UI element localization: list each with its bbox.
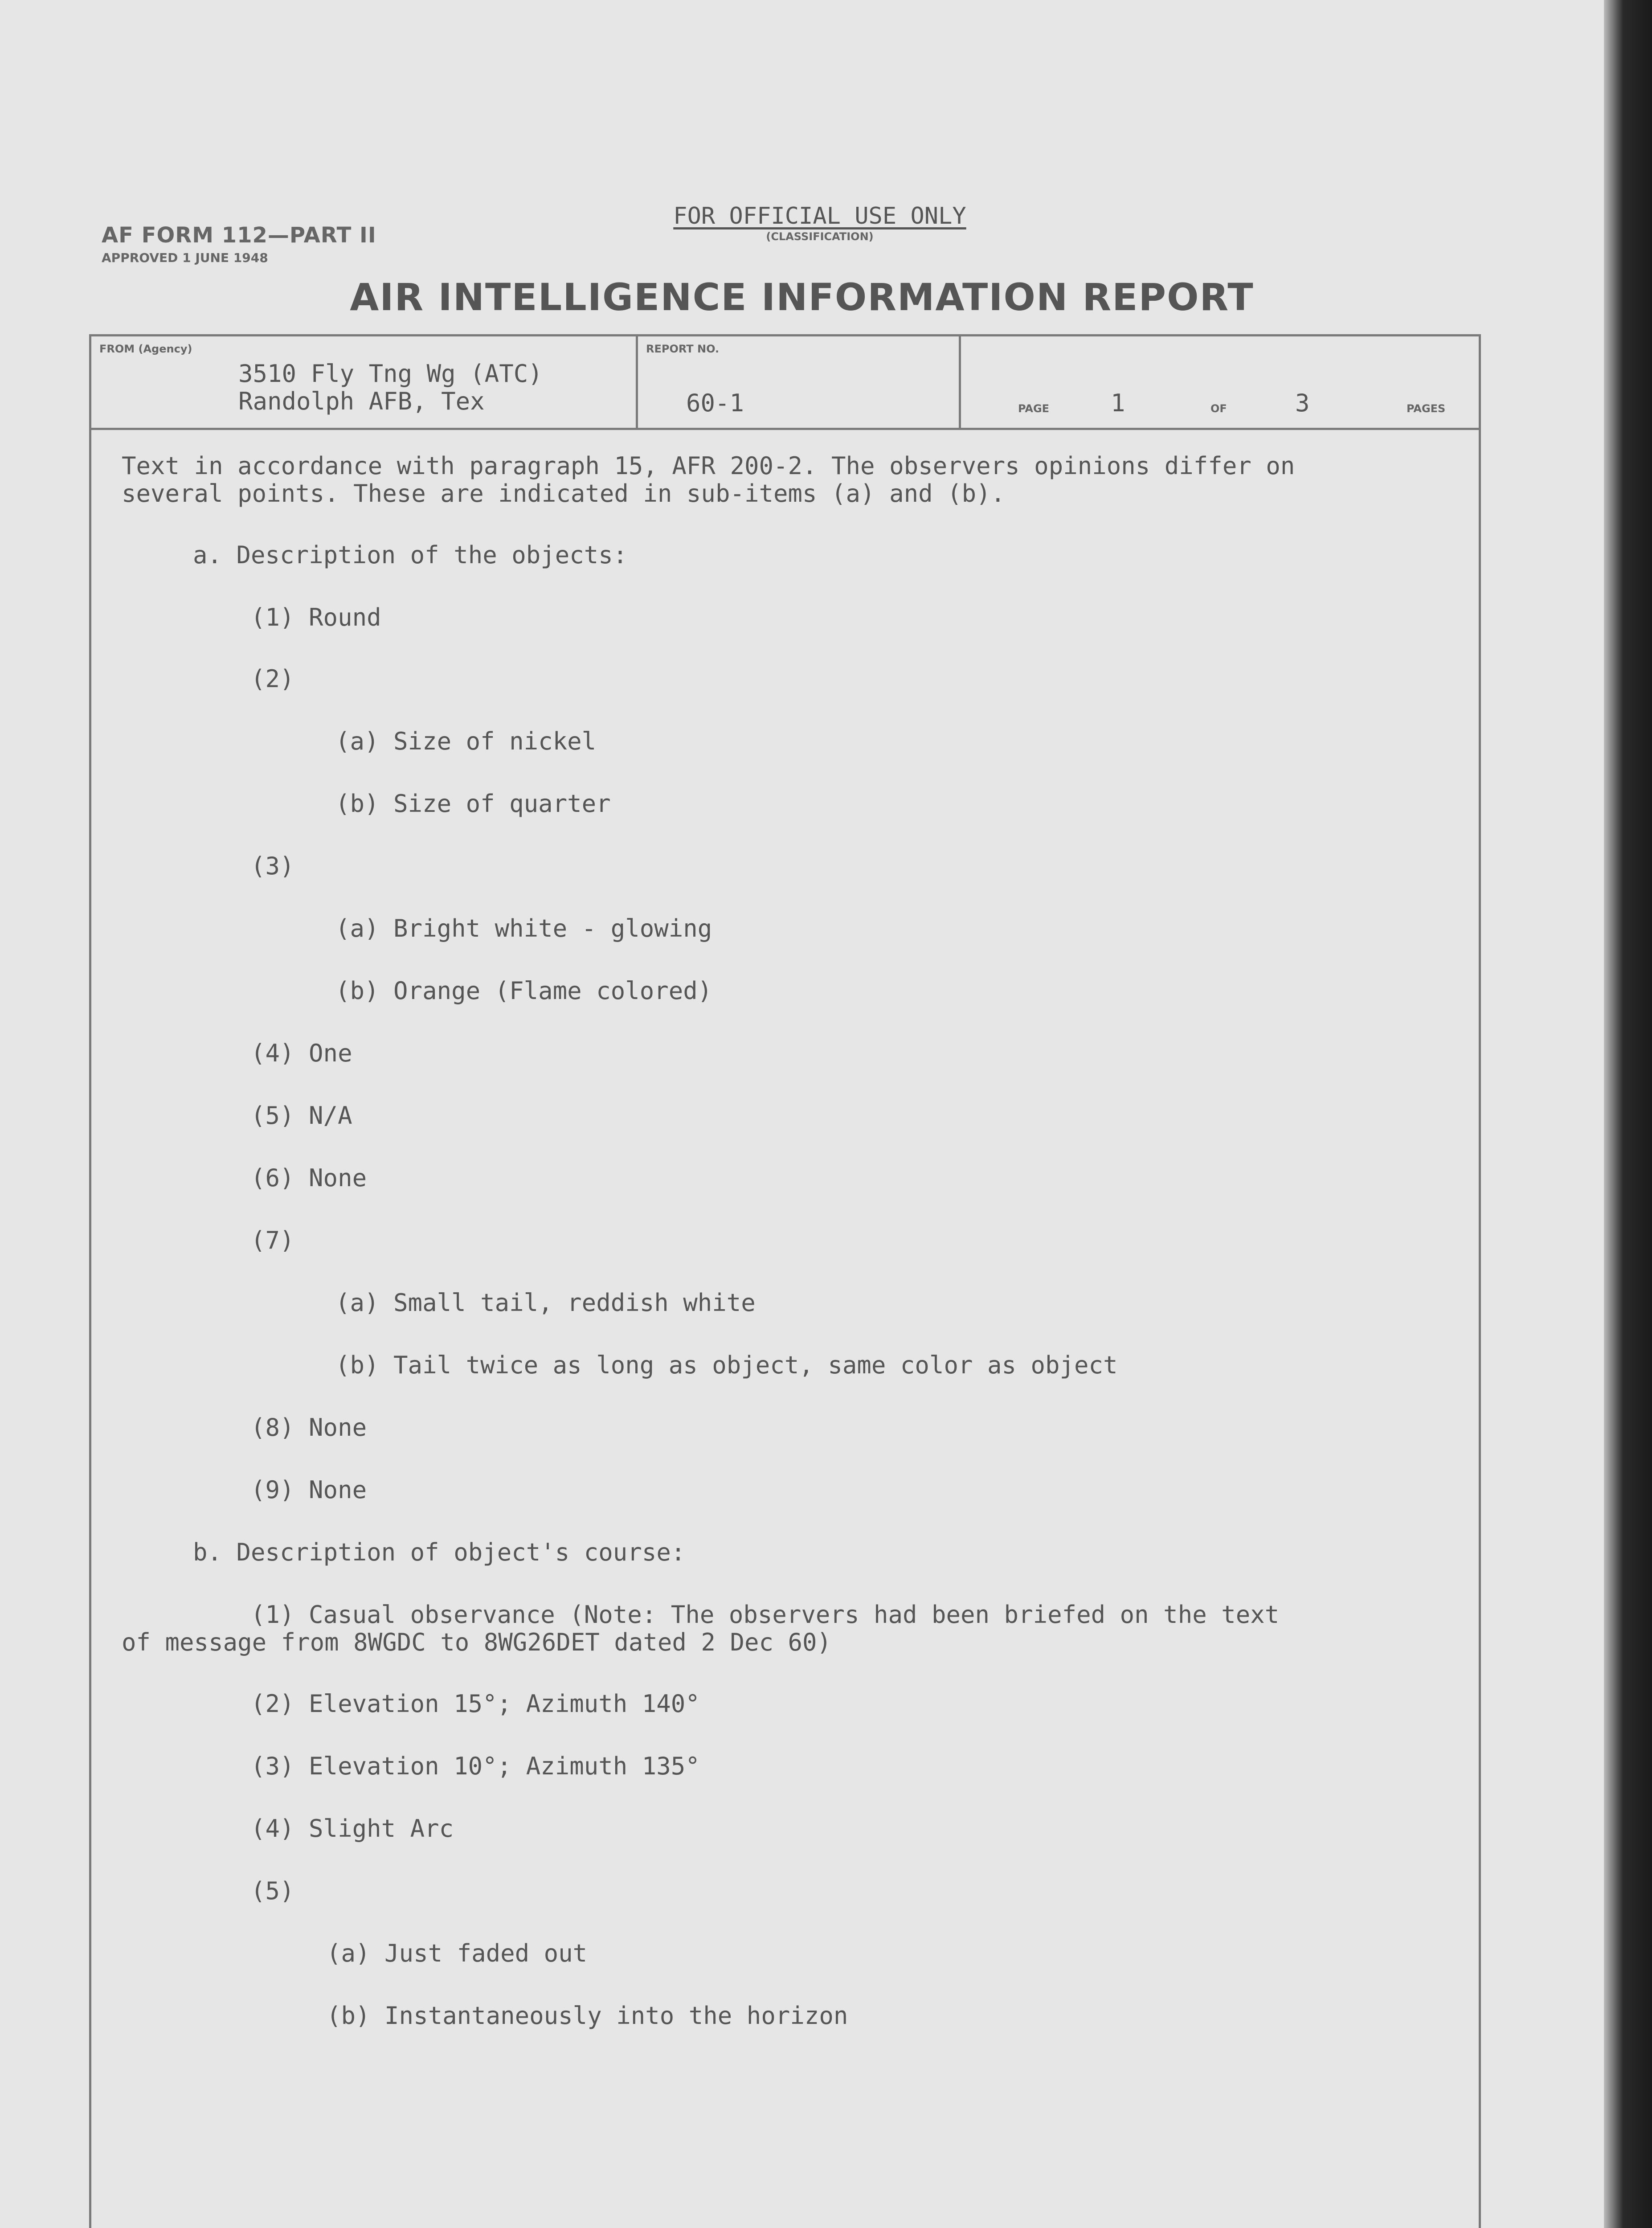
report-frame [89, 334, 1481, 2228]
item-b1-line2: of message from 8WGDC to 8WG26DET dated 2 Dec 60) [122, 1628, 832, 1656]
intro-line-1: Text in accordance with paragraph 15, AFR 200-2. The observers opinions differ on [122, 452, 1295, 480]
item-a9: (9) None [251, 1476, 367, 1504]
item-a6: (6) None [251, 1164, 367, 1192]
item-a5: (5) N/A [251, 1102, 352, 1130]
scan-edge-shadow [1604, 0, 1652, 2228]
report-number-cell [638, 336, 961, 428]
item-b5a: (a) Just faded out [327, 1939, 588, 1967]
item-b3: (3) Elevation 10°; Azimuth 135° [251, 1752, 700, 1780]
page-number-value: 1 [1111, 389, 1125, 417]
item-b4: (4) Slight Arc [251, 1814, 454, 1843]
section-b-heading: b. Description of object's course: [193, 1538, 686, 1566]
form-identifier [102, 223, 376, 265]
report-title: AIR INTELLIGENCE INFORMATION REPORT [350, 275, 1254, 319]
form-approved-date: APPROVED 1 JUNE 1948 [102, 250, 268, 265]
of-label: OF [1210, 402, 1227, 415]
from-agency-line2: Randolph AFB, Tex [238, 387, 485, 415]
report-header-row [91, 336, 1479, 430]
item-b2: (2) Elevation 15°; Azimuth 140° [251, 1690, 700, 1718]
item-b1-line1: (1) Casual observance (Note: The observers had been briefed on the text [251, 1601, 1280, 1629]
item-a7: (7) [251, 1226, 294, 1254]
from-agency-line1: 3510 Fly Tng Wg (ATC) [238, 360, 543, 388]
report-number-value: 60-1 [686, 389, 744, 417]
pages-label: PAGES [1407, 402, 1446, 415]
item-a7a: (a) Small tail, reddish white [335, 1289, 756, 1317]
from-agency-cell [91, 336, 638, 428]
section-a-heading: a. Description of the objects: [193, 541, 628, 569]
item-a3: (3) [251, 852, 294, 880]
item-a3b: (b) Orange (Flame colored) [335, 977, 712, 1005]
item-a2a: (a) Size of nickel [335, 727, 597, 755]
intro-line-2: several points. These are indicated in sub-items (a) and (b). [122, 479, 1006, 508]
item-a2: (2) [251, 665, 294, 693]
item-b5: (5) [251, 1877, 294, 1905]
item-a2b: (b) Size of quarter [335, 790, 611, 818]
classification-top-text: FOR OFFICIAL USE ONLY [673, 203, 966, 229]
item-a7b: (b) Tail twice as long as object, same color as object [335, 1351, 1118, 1379]
classification-top [650, 203, 989, 243]
page-total-value: 3 [1295, 389, 1310, 417]
item-a1: (1) Round [251, 603, 381, 631]
item-a8: (8) None [251, 1413, 367, 1442]
from-label: FROM (Agency) [99, 343, 192, 355]
page-count-cell [961, 336, 1479, 428]
classification-top-caption: (CLASSIFICATION) [766, 230, 874, 243]
page-label: PAGE [1018, 402, 1050, 415]
item-a3a: (a) Bright white - glowing [335, 914, 712, 942]
item-a4: (4) One [251, 1039, 352, 1067]
item-b5b: (b) Instantaneously into the horizon [327, 2002, 848, 2030]
form-number: AF FORM 112—PART II [102, 223, 376, 248]
report-number-label: REPORT NO. [646, 343, 720, 355]
